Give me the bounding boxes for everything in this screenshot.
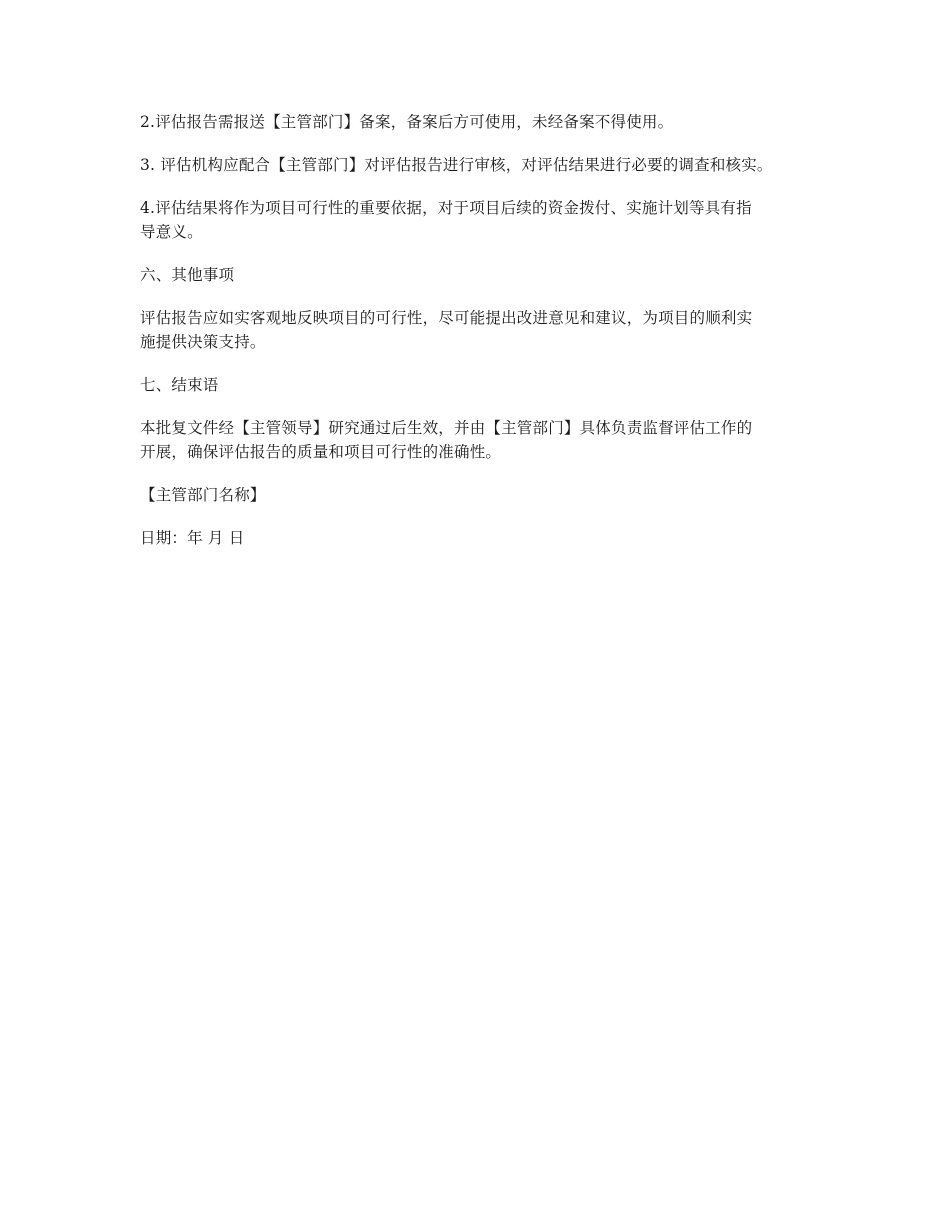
signature-department: 【主管部门名称】: [140, 486, 266, 504]
item-3: 3. 评估机构应配合【主管部门】对评估报告进行审核，对评估结果进行必要的调查和核实。: [140, 156, 773, 174]
section-6-heading: 六、其他事项: [140, 266, 235, 284]
section-6-body-line-2: 施提供决策支持。: [140, 333, 266, 351]
section-7-heading: 七、结束语: [140, 376, 219, 394]
section-7-body-line-2: 开展，确保评估报告的质量和项目可行性的准确性。: [140, 443, 502, 461]
item-4: [140, 196, 810, 244]
item-4-line-2: 导意义。: [140, 223, 203, 241]
section-7-body-line-1: 本批复文件经【主管领导】研究通过后生效，并由【主管部门】具体负责监督评估工作的: [140, 419, 753, 437]
item-4-line-1: 4.评估结果将作为项目可行性的重要依据，对于项目后续的资金拨付、实施计划等具有指: [140, 199, 752, 217]
item-2: 2.评估报告需报送【主管部门】备案，备案后方可使用，未经备案不得使用。: [140, 113, 674, 131]
section-6-body-line-1: 评估报告应如实客观地反映项目的可行性，尽可能提出改进意见和建议，为项目的顺利实: [140, 309, 753, 327]
section-6-body: [140, 306, 810, 354]
date-line: 日期：年 月 日: [140, 529, 245, 547]
section-7-body: [140, 416, 810, 464]
